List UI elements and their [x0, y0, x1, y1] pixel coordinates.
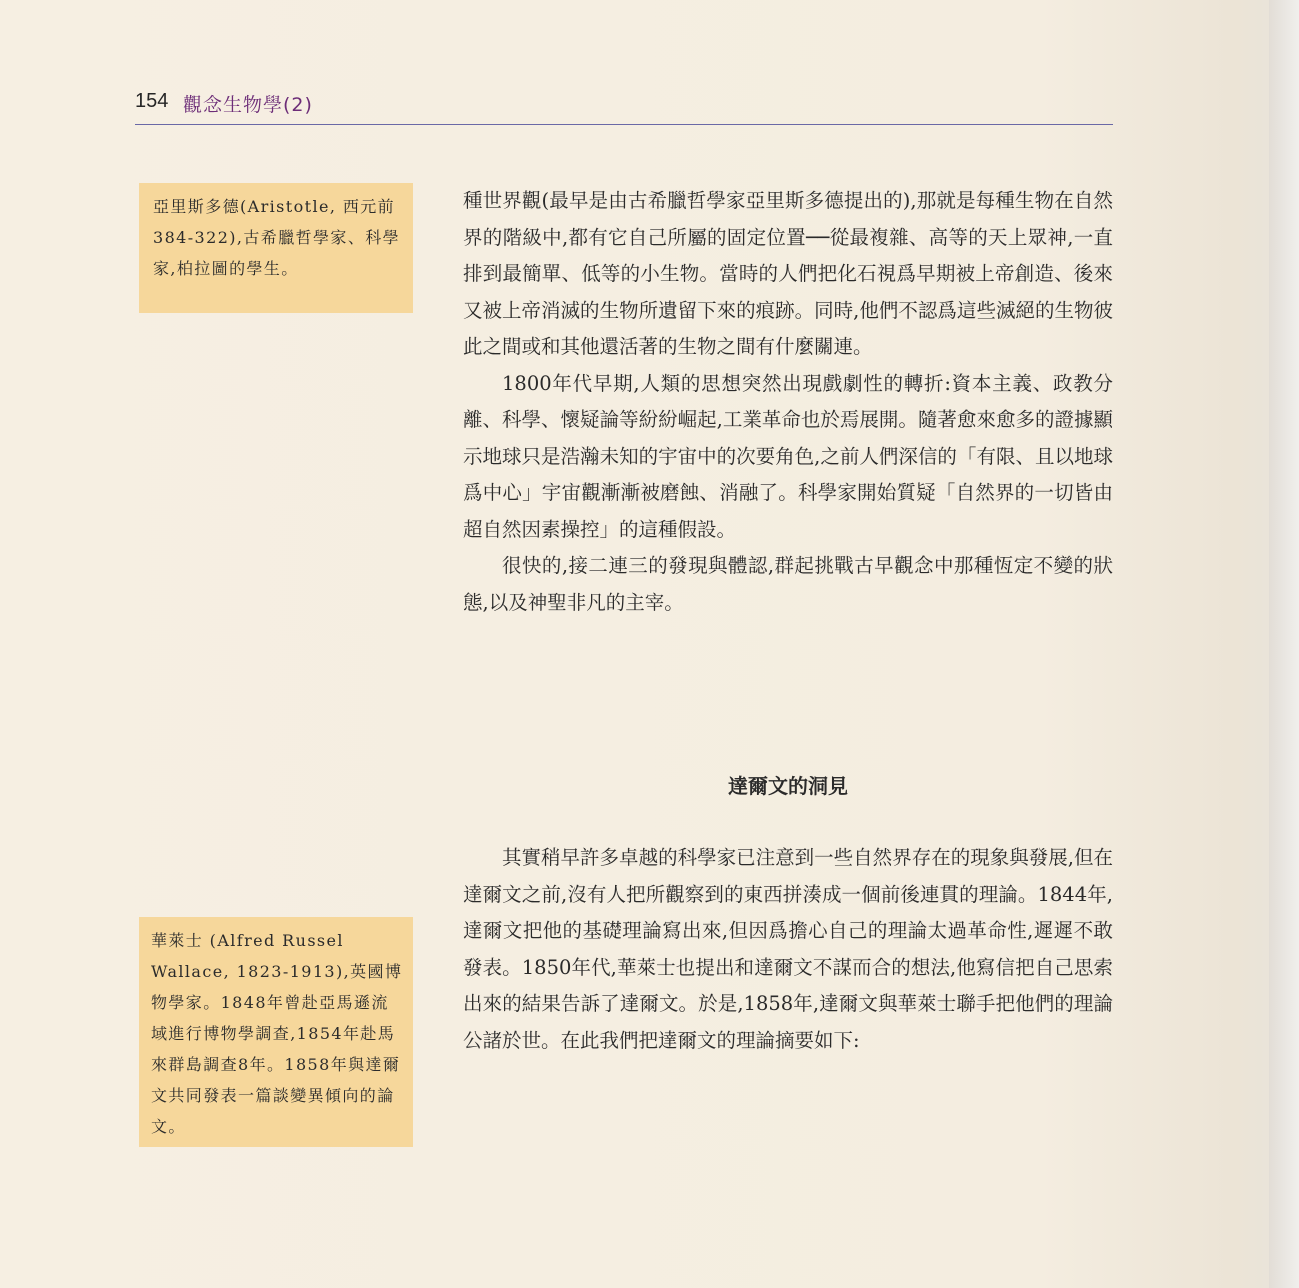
book-title: 觀念生物學(2)	[183, 94, 313, 116]
main-text-intro	[463, 183, 1113, 621]
paragraph: 很快的,接二連三的發現與體認,群起挑戰古早觀念中那種恆定不變的狀態,以及神聖非凡的主宰。	[463, 554, 1113, 614]
paragraph: 種世界觀(最早是由古希臘哲學家亞里斯多德提出的),那就是每種生物在自然界的階級中,都有它自己所屬的固定位置──從最複雜、高等的天上眾神,一直排到最簡單、低等的小生物。當時的人們把化石視爲早期被上帝創造、後來又被上帝消滅的生物所遺留下來的痕跡。同時,他們不認爲這些滅絕的生物彼此之間或和其他還活著的生物之間有什麼關連。	[463, 189, 1113, 358]
paragraph: 其實稍早許多卓越的科學家已注意到一些自然界存在的現象與發展,但在達爾文之前,沒有人把所觀察到的東西拼湊成一個前後連貫的理論。1844年,達爾文把他的基礎理論寫出來,但因爲擔心自己的理論太過革命性,遲遲不敢發表。1850年代,華萊士也提出和達爾文不謀而合的想法,他寫信把自己思索出來的結果告訴了達爾文。於是,1858年,達爾文與華萊士聯手把他們的理論公諸於世。在此我們把達爾文的理論摘要如下:	[463, 846, 1113, 1052]
page-gutter	[1269, 0, 1299, 1288]
page-header	[135, 88, 1113, 125]
main-text-section	[463, 840, 1113, 1059]
page-number: 154	[135, 90, 169, 112]
paragraph: 1800年代早期,人類的思想突然出現戲劇性的轉折:資本主義、政教分離、科學、懷疑論等紛紛崛起,工業革命也於焉展開。隨著愈來愈多的證據顯示地球只是浩瀚未知的宇宙中的次要角色,之前人們深信的「有限、且以地球爲中心」宇宙觀漸漸被磨蝕、消融了。科學家開始質疑「自然界的一切皆由超自然因素操控」的這種假設。	[463, 371, 1113, 541]
sidenote-wallace: 華萊士 (Alfred Russel Wallace, 1823-1913),英國博物學家。1848年曾赴亞馬遜流域進行博物學調查,1854年赴馬來群島調查8年。1858年與達爾文共同發表一篇談變異傾向的論文。	[139, 917, 413, 1147]
sidenote-aristotle: 亞里斯多德(Aristotle, 西元前384-322),古希臘哲學家、科學家,柏拉圖的學生。	[139, 183, 413, 313]
section-heading: 達爾文的洞見	[728, 774, 848, 798]
